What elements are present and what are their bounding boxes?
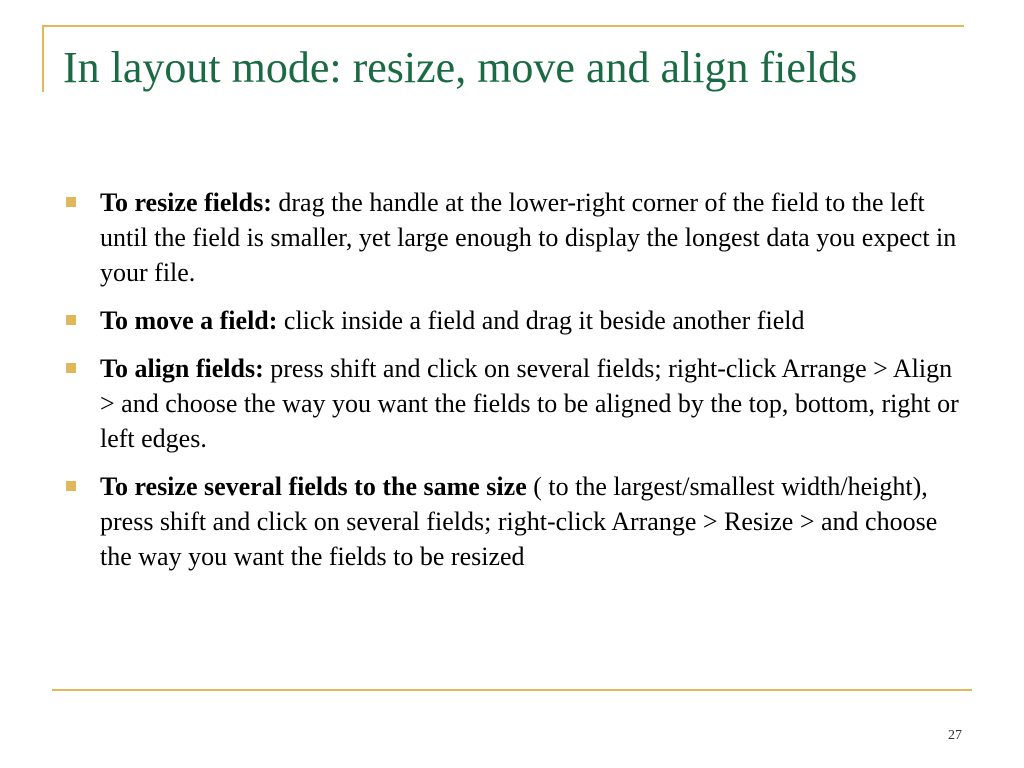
bullet-item-move-field <box>66 303 971 338</box>
bullet-item-align-fields <box>66 351 971 456</box>
frame-bottom-rule <box>52 689 972 691</box>
bullet-lead: To move a field: <box>100 306 278 335</box>
frame-top-rule <box>42 25 964 27</box>
bullet-text <box>100 351 971 456</box>
frame-left-rule <box>42 25 44 92</box>
square-bullet-icon <box>66 315 76 325</box>
bullet-text <box>100 303 971 338</box>
square-bullet-icon <box>66 363 76 373</box>
bullet-lead: To resize several fields to the same size <box>100 472 527 501</box>
bullet-item-resize-fields <box>66 185 971 290</box>
bullet-item-resize-several-fields <box>66 469 971 574</box>
bullet-body: click inside a field and drag it beside another field <box>277 306 805 335</box>
bullet-text <box>100 185 971 290</box>
bullet-body: drag the handle at the lower-right corner of the field to the left until the field is smaller, yet large enough to display the longest data you expect in your file. <box>100 188 957 287</box>
bullet-body: press shift and click on several fields; right-click Arrange > Align > and choose the way you want the fields to be aligned by the top, bottom, right or left edges. <box>100 354 959 453</box>
bullet-list <box>66 185 971 587</box>
square-bullet-icon <box>66 197 76 207</box>
bullet-body: ( to the largest/smallest width/height), press shift and click on several fields; right-click Arrange > Resize > and choose the way you want the fields to be resized <box>100 472 938 571</box>
bullet-lead: To resize fields: <box>100 188 272 217</box>
bullet-text <box>100 469 971 574</box>
square-bullet-icon <box>66 481 76 491</box>
slide-title: In layout mode: resize, move and align fields <box>63 43 858 92</box>
bullet-lead: To align fields: <box>100 354 264 383</box>
page-number: 27 <box>948 728 962 743</box>
